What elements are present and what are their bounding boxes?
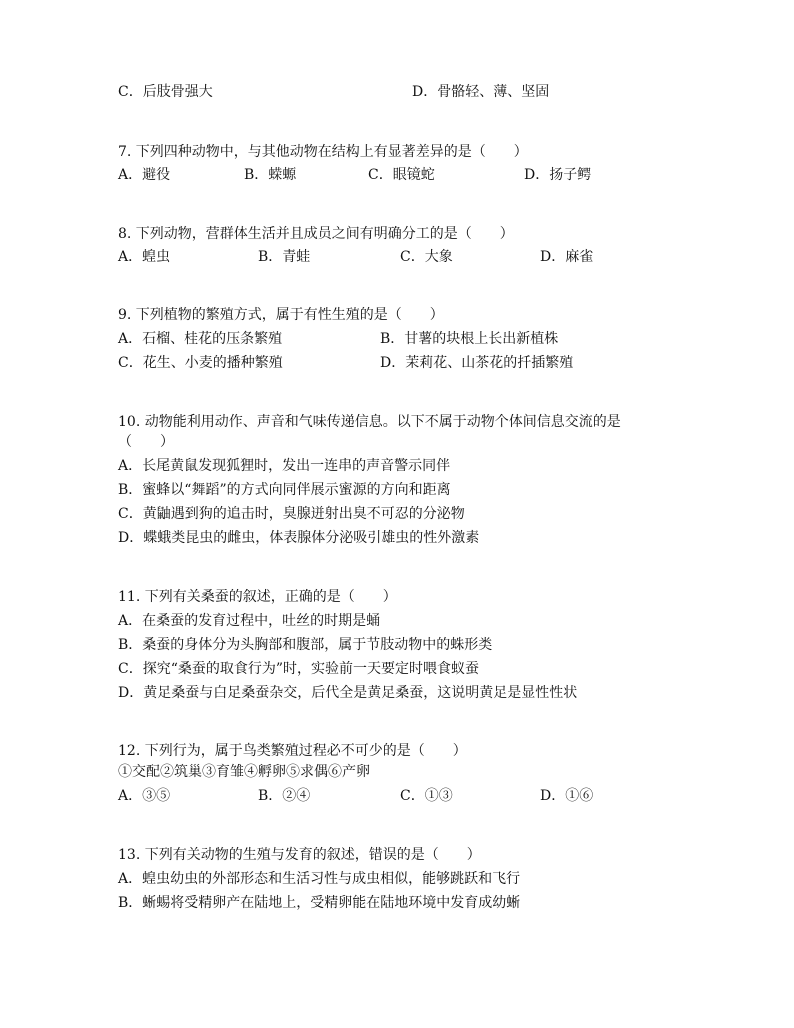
q8-option-a: A．蝗虫 [118, 249, 171, 265]
q13-option-b: B．蜥蜴将受精卵产在陆地上，受精卵能在陆地环境中发育成幼蜥 [118, 895, 521, 911]
q12-option-a: A．③⑤ [118, 788, 171, 804]
q7-option-a: A．避役 [118, 167, 171, 183]
q9-stem: 9. 下列植物的繁殖方式，属于有性生殖的是（ ） [118, 307, 444, 323]
q7-option-c: C．眼镜蛇 [368, 167, 435, 183]
q10-option-c: C．黄鼬遇到狗的追击时，臭腺迸射出臭不可忍的分泌物 [118, 506, 465, 522]
q10-option-d: D．蝶蛾类昆虫的雌虫，体表腺体分泌吸引雄虫的性外激素 [118, 530, 480, 546]
q7-option-d: D．扬子鳄 [524, 167, 592, 183]
q11-option-a: A．在桑蚕的发育过程中，吐丝的时期是蛹 [118, 613, 381, 629]
q11-option-b: B．桑蚕的身体分为头胸部和腹部，属于节肢动物中的蛛形类 [118, 637, 493, 653]
q12-option-b: B．②④ [258, 788, 311, 804]
q10-option-a: A．长尾黄鼠发现狐狸时，发出一连串的声音警示同伴 [118, 458, 451, 474]
q11-option-d: D．黄足桑蚕与白足桑蚕杂交，后代全是黄足桑蚕，这说明黄足是显性性状 [118, 685, 578, 701]
q12-option-c: C．①③ [400, 788, 453, 804]
q8-option-b: B．青蛙 [258, 249, 311, 265]
q7-option-b: B．蝾螈 [244, 167, 297, 183]
q10-stem: 10. 动物能利用动作、声音和气味传递信息。以下不属于动物个体间信息交流的是 [118, 414, 621, 430]
q10-option-b: B．蜜蜂以“舞蹈”的方式向同伴展示蜜源的方向和距离 [118, 482, 451, 498]
q11-option-c: C．探究“桑蚕的取食行为”时，实验前一天要定时喂食蚁蚕 [118, 661, 480, 677]
q8-option-d: D．麻雀 [540, 249, 594, 265]
q12-stem: 12. 下列行为，属于鸟类繁殖过程必不可少的是（ ） [118, 743, 467, 759]
q8-option-c: C．大象 [400, 249, 453, 265]
q6-option-d: D．骨骼轻、薄、坚固 [412, 84, 550, 100]
q9-option-c: C．花生、小麦的播种繁殖 [118, 355, 283, 371]
q9-option-a: A．石榴、桂花的压条繁殖 [118, 331, 283, 347]
q8-stem: 8. 下列动物，营群体生活并且成员之间有明确分工的是（ ） [118, 226, 514, 242]
q10-stem-bracket: （ ） [118, 434, 174, 450]
q13-stem: 13. 下列有关动物的生殖与发育的叙述，错误的是（ ） [118, 847, 481, 863]
q9-option-b: B．甘薯的块根上长出新植株 [380, 331, 559, 347]
q11-stem: 11. 下列有关桑蚕的叙述，正确的是（ ） [118, 589, 397, 605]
q12-items: ①交配②筑巢③育雏④孵卵⑤求偶⑥产卵 [118, 764, 370, 780]
q6-option-c: C．后肢骨强大 [118, 84, 213, 100]
q7-stem: 7. 下列四种动物中，与其他动物在结构上有显著差异的是（ ） [118, 144, 528, 160]
q13-option-a: A．蝗虫幼虫的外部形态和生活习性与成虫相似，能够跳跃和飞行 [118, 871, 521, 887]
q12-option-d: D．①⑥ [540, 788, 594, 804]
q9-option-d: D．茉莉花、山茶花的扦插繁殖 [380, 355, 574, 371]
